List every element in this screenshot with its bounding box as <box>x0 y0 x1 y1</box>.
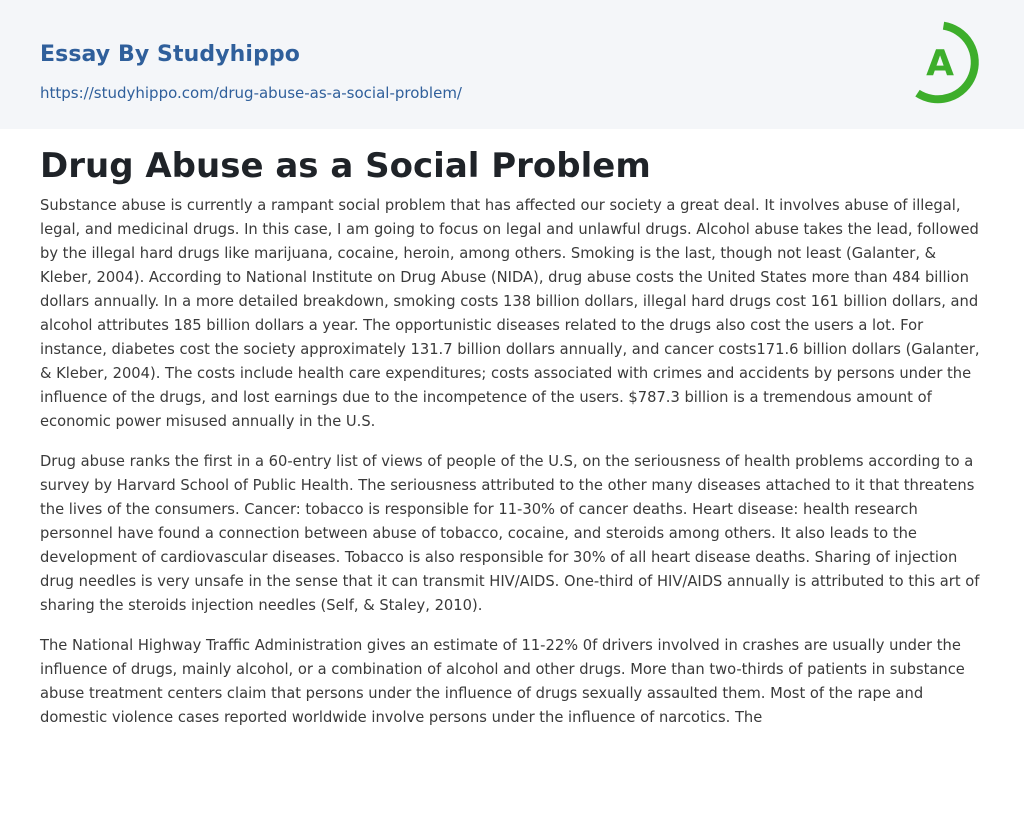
essay-paragraph-1: Substance abuse is currently a rampant social problem that has affected our society a great deal. It involves abuse of illegal, legal, and medicinal drugs. In this case, I am going to focus on legal and unlawful drugs. Alcohol abuse takes the lead, followed by the illegal hard drugs like marijuana, cocaine, heroin, among others. Smoking is the last, though not least (Galanter, & Kleber, 2004). According to National Institute on Drug Abuse (NIDA), drug abuse costs the United States more than 484 billion dollars annually. In a more detailed breakdown, smoking costs 138 billion dollars, illegal hard drugs cost 161 billion dollars, and alcohol attributes 185 billion dollars a year. The opportunistic diseases related to the drugs also cost the users a lot. For instance, diabetes cost the society approximately 131.7 billion dollars annually, and cancer costs171.6 billion dollars (Galanter, & Kleber, 2004). The costs include health care expenditures; costs associated with crimes and accidents by persons under the influence of the drugs, and lost earnings due to the incompetence of the users. $787.3 billion is a tremendous amount of economic power misused annually in the U.S. <box>40 197 980 430</box>
logo-letter: A <box>926 43 954 84</box>
brand-title[interactable]: Essay By Studyhippo <box>40 42 300 67</box>
essay-url-link[interactable]: https://studyhippo.com/drug-abuse-as-a-social-problem/ <box>40 84 462 102</box>
site-header <box>0 0 1024 129</box>
essay-title: Drug Abuse as a Social Problem <box>40 146 651 186</box>
essay-body <box>40 194 990 746</box>
essay-paragraph-2: Drug abuse ranks the first in a 60-entry list of views of people of the U.S, on the seriousness of health problems according to a survey by Harvard School of Public Health. The seriousness attributed to the other many diseases attached to it that threatens the lives of the consumers. Cancer: tobacco is responsible for 11-30% of cancer deaths. Heart disease: health research personnel have found a connection between abuse of tobacco, cocaine, and steroids among others. It also leads to the development of cardiovascular diseases. Tobacco is also responsible for 30% of all heart disease deaths. Sharing of injection drug needles is very unsafe in the sense that it can transmit HIV/AIDS. One-third of HIV/AIDS annually is attributed to this art of sharing the steroids injection needles (Self, & Staley, 2010). <box>40 453 980 614</box>
essay-paragraph-3: The National Highway Traffic Administration gives an estimate of 11-22% 0f drivers involved in crashes are usually under the influence of drugs, mainly alcohol, or a combination of alcohol and other drugs. More than two-thirds of patients in substance abuse treatment centers claim that persons under the influence of drugs sexually assaulted them. Most of the rape and domestic violence cases reported worldwide involve persons under the influence of narcotics. The <box>40 637 965 726</box>
studyhippo-logo-icon[interactable] <box>912 18 986 106</box>
